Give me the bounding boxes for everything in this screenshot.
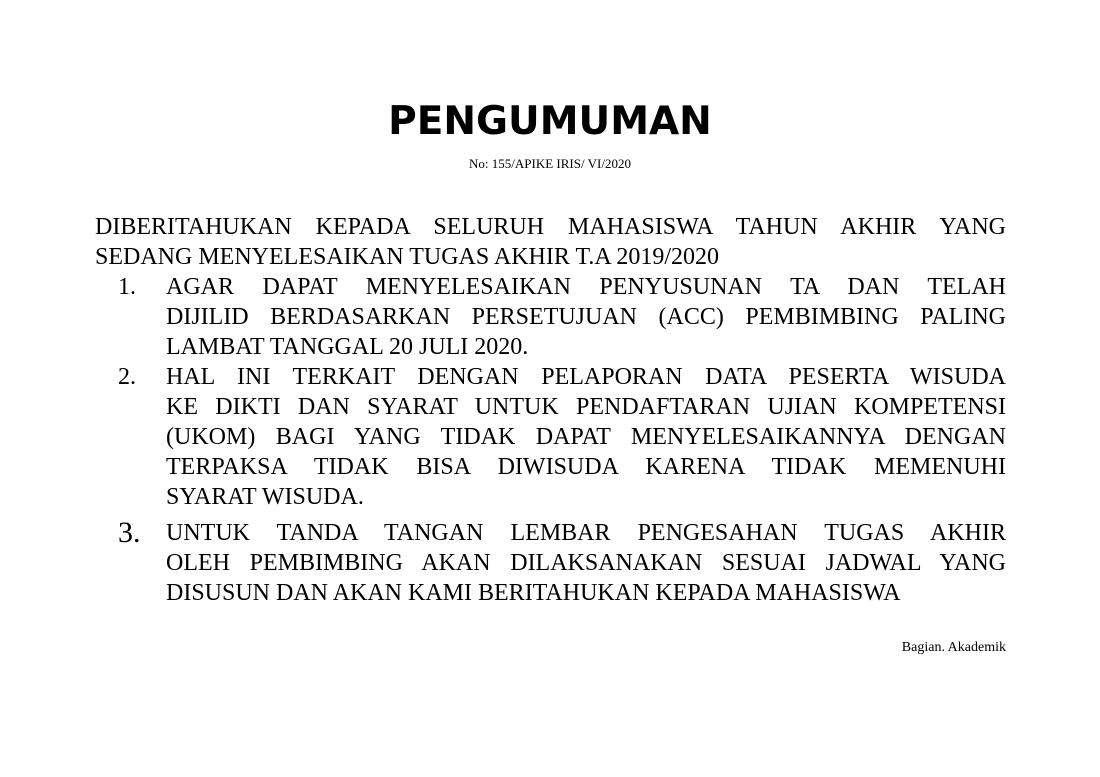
- intro-line: DIBERITAHUKAN KEPADA SELURUH MAHASISWA TAHUN AKHIR YANG: [95, 214, 1006, 240]
- list-item-number: 2.: [118, 364, 136, 390]
- signature-department: Bagian. Akademik: [901, 640, 1006, 655]
- list-item-line: DISUSUN DAN AKAN KAMI BERITAHUKAN KEPADA MAHASISWA: [166, 580, 901, 606]
- intro-line: SEDANG MENYELESAIKAN TUGAS AKHIR T.A 2019/2020: [95, 244, 720, 270]
- list-item-line: SYARAT WISUDA.: [166, 484, 364, 510]
- list-item-text: [166, 272, 1006, 362]
- list-item-line: UNTUK TANDA TANGAN LEMBAR PENGESAHAN TUGAS AKHIR: [166, 520, 1006, 546]
- intro-paragraph: [95, 212, 1006, 272]
- list-item-text: [166, 362, 1006, 512]
- list-item-line: TERPAKSA TIDAK BISA DIWISUDA KARENA TIDAK MEMENUHI: [166, 454, 1006, 480]
- list-item-line: DIJILID BERDASARKAN PERSETUJUAN (ACC) PEMBIMBING PALING: [166, 304, 1006, 330]
- list-item-line: KE DIKTI DAN SYARAT UNTUK PENDAFTARAN UJIAN KOMPETENSI: [166, 394, 1006, 420]
- document-number: No: 155/APIKE IRIS/ VI/2020: [469, 156, 631, 171]
- list-item-line: AGAR DAPAT MENYELESAIKAN PENYUSUNAN TA DAN TELAH: [166, 274, 1006, 300]
- list-item-line: LAMBAT TANGGAL 20 JULI 2020.: [166, 334, 529, 360]
- list-item-number: 3.: [118, 516, 141, 549]
- document-title: PENGUMUMAN: [388, 99, 712, 144]
- list-item-line: (UKOM) BAGI YANG TIDAK DAPAT MENYELESAIKANNYA DENGAN: [166, 424, 1006, 450]
- list-item-line: HAL INI TERKAIT DENGAN PELAPORAN DATA PESERTA WISUDA: [166, 364, 1006, 390]
- list-item-number: 1.: [118, 274, 136, 300]
- list-item-text: [166, 518, 1006, 608]
- list-item-line: OLEH PEMBIMBING AKAN DILAKSANAKAN SESUAI JADWAL YANG: [166, 550, 1006, 576]
